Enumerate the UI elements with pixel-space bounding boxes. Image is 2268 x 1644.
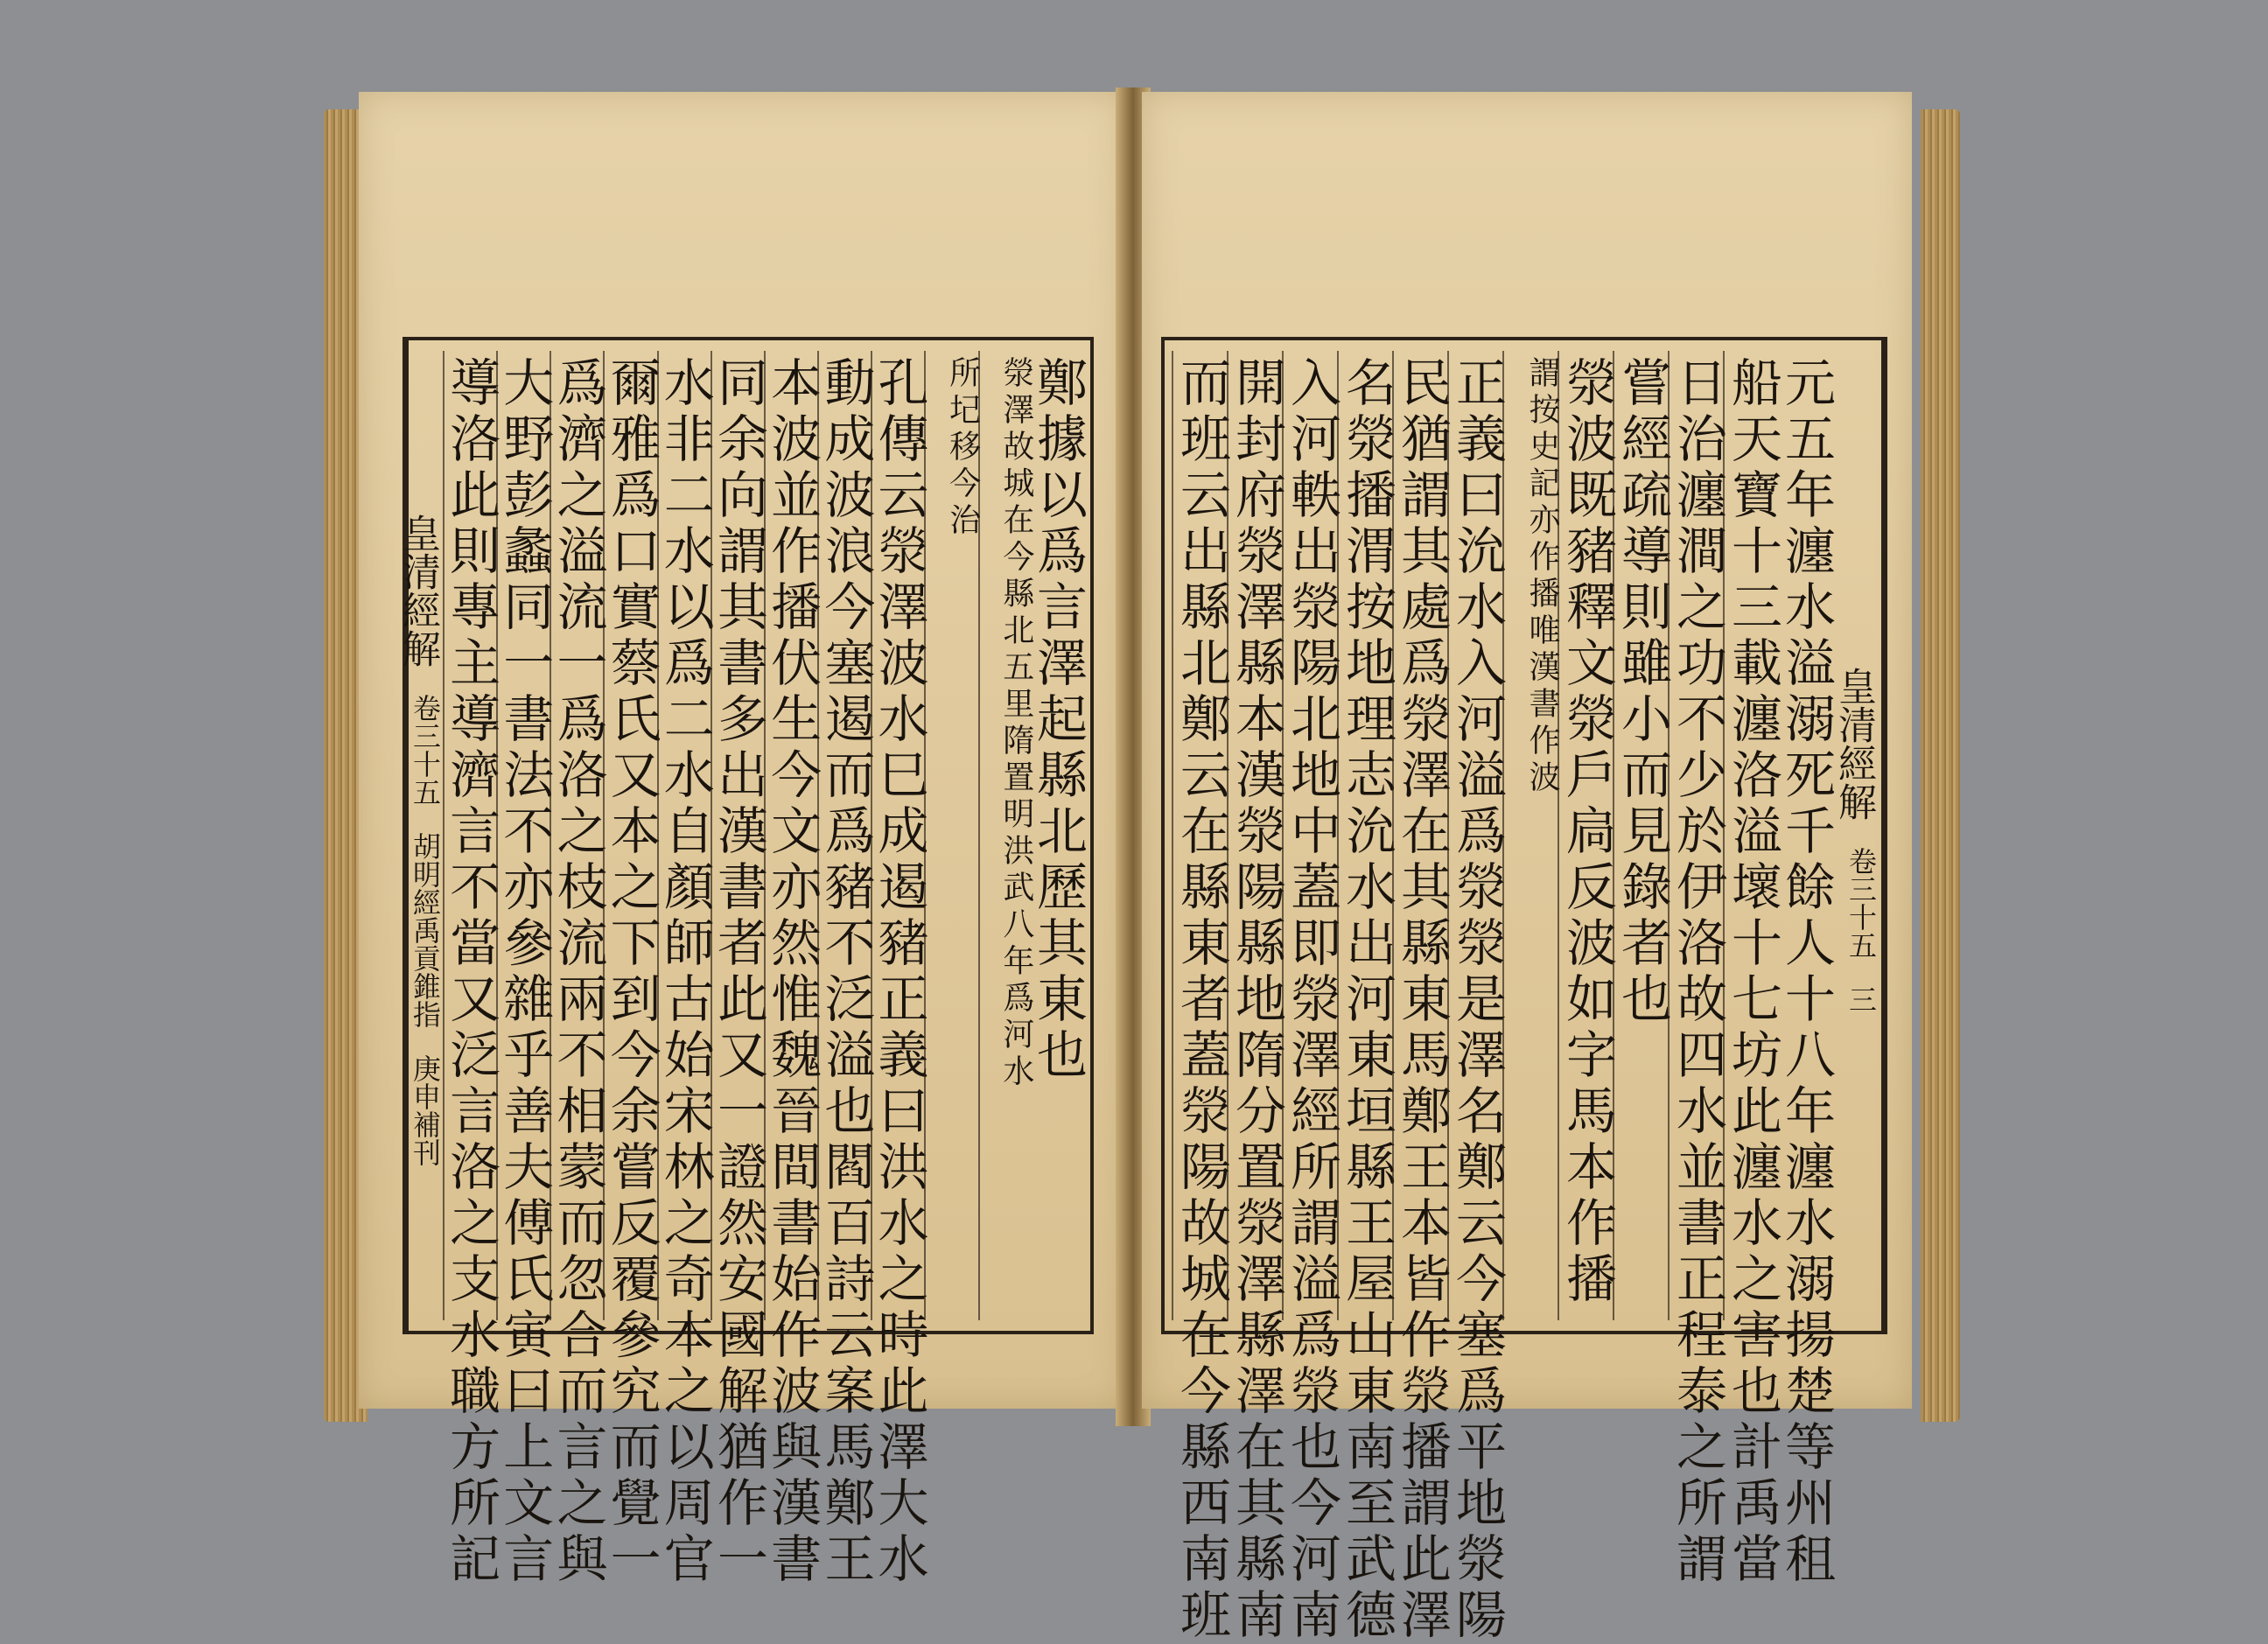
right-text-columns [1172,351,1836,1644]
left-page-banshin [396,340,445,1331]
annotation-column: 滎澤故城在今縣北五里隋置明洪武八年爲河水 [978,351,1032,1320]
text-column: 滎波既豬釋文滎戶扃反波如字馬本作播 [1558,351,1613,1320]
left-page [359,92,1124,1588]
text-column: 同余向謂其書多出漢書者此又一證然安國解猶作一 [710,351,764,1320]
banshin-colophon: 庚申補刊 [409,1054,442,1166]
text-column: 船天寶十三載瀍洛溢壞十七坊此瀍水之害也計禹當 [1723,351,1778,1320]
left-text-columns [441,351,1088,1588]
right-page-banshin [1831,340,1884,1331]
open-book [324,87,1960,1644]
text-column: 正義曰沇水入河溢爲滎滎是澤名鄭云今塞爲平地滎陽 [1447,351,1502,1320]
text-column: 名滎播渭按地理志沇水出河東垣縣王屋山東南至武德 [1337,351,1392,1320]
annotation-column: 謂按史記亦作播唯漢書作波 [1502,351,1558,1320]
text-column: 日治瀍澗之功不少於伊洛故四水並書正程泰之所謂 [1668,351,1723,1320]
text-column: 爾雅爲口實蔡氏又本之下到今余嘗反覆參究而覺一 [603,351,656,1320]
banshin-author: 胡明經禹貢錐指 [409,832,442,1028]
text-column: 本波並作播伏生今文亦然惟魏晉間書始作波與漢書 [764,351,817,1320]
text-column: 鄭據以爲言澤起縣北歷其東也 [1028,356,1088,1084]
text-column: 爲濟之溢流一爲洛之枝流兩不相蒙而忽合而言之與 [550,351,603,1320]
text-column: 動成波浪今塞遏而爲豬不泛溢也閻百詩云案馬鄭王 [817,351,871,1320]
right-text-frame [1161,337,1887,1644]
annotation-column: 所圮移今治 [924,351,977,1320]
banshin-title: 皇清經解 [396,514,440,668]
banshin-volume: 卷三十五 [1844,847,1878,959]
text-column: 水非二水以爲二水自顏師古始宋林之奇本之以周官 [657,351,710,1320]
banshin-title: 皇清經解 [1831,667,1876,821]
text-column: 元五年瀍水溢溺死千餘人十八年瀍水溺揚楚等州租 [1776,356,1836,1588]
text-column: 民猶謂其處爲滎澤在其縣東馬鄭王本皆作滎播謂此澤 [1392,351,1447,1320]
text-column: 導洛此則專主導濟言不當又泛言洛之支水職方所記 [443,351,496,1320]
text-column: 入河軼出滎陽北地中蓋即滎澤經所謂溢爲滎也今河南 [1282,351,1337,1320]
text-column: 孔傳云滎澤波水巳成遏豬正義曰洪水之時此澤大水 [871,351,924,1320]
right-page-edges [1921,109,1960,1422]
banshin-leaf-number: 三 [1844,985,1878,1013]
left-text-frame [396,337,1094,1588]
text-column: 大野彭蠡同一書法不亦參雜乎善夫傅氏寅曰上文言 [496,351,550,1320]
right-page [1142,92,1912,1644]
text-column: 而班云出縣北鄭云在縣東者蓋滎陽故城在今縣西南班 [1172,351,1227,1320]
text-column: 嘗經疏導則雖小而見錄者也 [1613,351,1668,1320]
text-column: 開封府滎澤縣本漢滎陽縣地隋分置滎澤縣澤在其縣南 [1227,351,1282,1320]
banshin-volume: 卷三十五 [409,694,442,806]
